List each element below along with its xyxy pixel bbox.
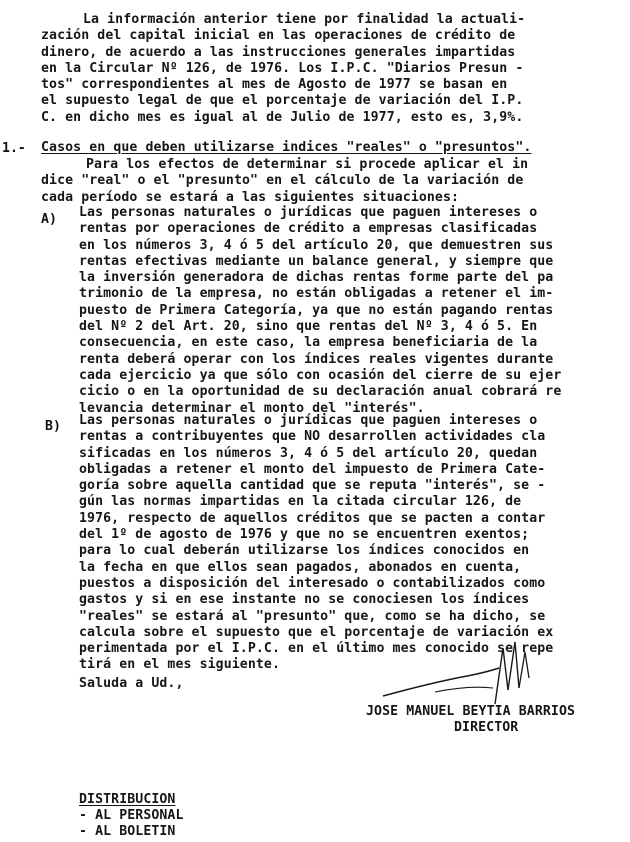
item-b-line: para lo cual deberán utilizarse los índices conocidos en (79, 543, 530, 559)
closing-text: Saluda a Ud., (79, 676, 184, 691)
distribution-heading: DISTRIBUCION (79, 792, 176, 807)
item-a-line: trimonio de la empresa, no están obligadas a retener el im- (79, 286, 554, 302)
item-a-line: Las personas naturales o jurídicas que paguen intereses o (79, 205, 538, 220)
item-b-line: 1976, respecto de aquellos créditos que se pacten a contar (79, 510, 546, 526)
section-paragraph-line: dice "real" o el "presunto" en el cálculo de la variación de (41, 173, 524, 189)
item-b-line: calcula sobre el supuesto que el porcentaje de variación ex (79, 624, 554, 640)
signer-name: JOSE MANUEL BEYTIA BARRIOS (366, 704, 576, 719)
item-b-line: la fecha en que ellos sean pagados, abonados en cuenta, (79, 559, 522, 575)
item-a-line: en los números 3, 4 ó 5 del artículo 20, que demuestren sus (79, 237, 554, 253)
section-title: Casos en que deben utilizarse indices "reales" o "presuntos". (41, 140, 532, 155)
signer-title: DIRECTOR (454, 720, 519, 735)
distribution-item: - AL PERSONAL (79, 808, 184, 823)
item-b-line: rentas a contribuyentes que NO desarrollen actividades cla (79, 429, 546, 445)
item-b-line: sificadas en los números 3, 4 ó 5 del artículo 20, quedan (79, 445, 538, 461)
item-a-line: cicio o en la oportunidad de su declaración anual cobrará re (79, 384, 562, 400)
intro-line: C. en dicho mes es igual al de Julio de 1977, esto es, 3,9%. (41, 109, 524, 125)
item-a-line: rentas por operaciones de crédito a empresas clasificadas (79, 221, 538, 237)
item-a-line: puesto de Primera Categoría, ya que no están pagando rentas (79, 302, 554, 318)
intro-line: tos" correspondientes al mes de Agosto de 1977 se basan en (41, 77, 508, 93)
intro-line: La información anterior tiene por finalidad la actuali- (83, 12, 526, 27)
item-b-line: perimentada por el I.P.C. en el último mes conocido se repe (79, 641, 554, 657)
intro-line: zación del capital inicial en las operaciones de crédito de (41, 28, 516, 44)
intro-line: en la Circular Nº 126, de 1976. Los I.P.C. "Diarios Presun - (41, 60, 524, 76)
intro-line: dinero, de acuerdo a las instrucciones generales impartidas (41, 44, 516, 60)
section-paragraph-line: cada período se estará a las siguientes situaciones: (41, 189, 460, 205)
item-a-line: rentas efectivas mediante un balance general, y siempre que (79, 253, 554, 269)
distribution-list (79, 808, 184, 841)
item-b-line: "reales" se estará al "presunto" que, como se ha dicho, se (79, 608, 546, 624)
intro-paragraph (41, 12, 525, 126)
item-a-line: levancia determinar el monto del "interés". (79, 400, 425, 416)
item-b-line: gastos y si en ese instante no se conociesen los índices (79, 592, 530, 608)
distribution-item: - AL BOLETIN (79, 824, 176, 840)
item-b-line: gún las normas impartidas en la citada circular 126, de (79, 494, 522, 510)
item-a-line: del Nº 2 del Art. 20, sino que rentas del Nº 3, 4 ó 5. En (79, 319, 538, 335)
item-a-line: la inversión generadora de dichas rentas forme parte del pa (79, 270, 554, 286)
handwritten-signature (375, 630, 555, 710)
item-a-line: consecuencia, en este caso, la empresa beneficiaria de la (79, 335, 538, 351)
item-b-line: tirá en el mes siguiente. (79, 657, 280, 673)
item-b-line: goría sobre aquella cantidad que se reputa "interés", se - (79, 478, 546, 494)
section-marker: 1.- (2, 141, 26, 156)
item-a-label: A) (41, 212, 57, 227)
section-paragraph (41, 157, 528, 206)
section-paragraph-line: Para los efectos de determinar si procede aplicar el in (86, 157, 529, 172)
intro-line: el supuesto legal de que el porcentaje de variación del I.P. (41, 93, 524, 109)
item-a-line: cada ejercicio ya que sólo con ocasión del cierre de su ejer (79, 367, 562, 383)
item-b-label: B) (45, 419, 61, 434)
item-b-line: del 1º de agosto de 1976 y que no se encuentren exentos; (79, 527, 530, 543)
item-b-line: obligadas a retener el monto del impuesto de Primera Cate- (79, 461, 546, 477)
item-a-line: renta deberá operar con los índices reales vigentes durante (79, 351, 554, 367)
item-b-line: puestos a disposición del interesado o contabilizados como (79, 575, 546, 591)
item-b-line: Las personas naturales o jurídicas que paguen intereses o (79, 413, 538, 428)
item-a-text (79, 205, 561, 417)
